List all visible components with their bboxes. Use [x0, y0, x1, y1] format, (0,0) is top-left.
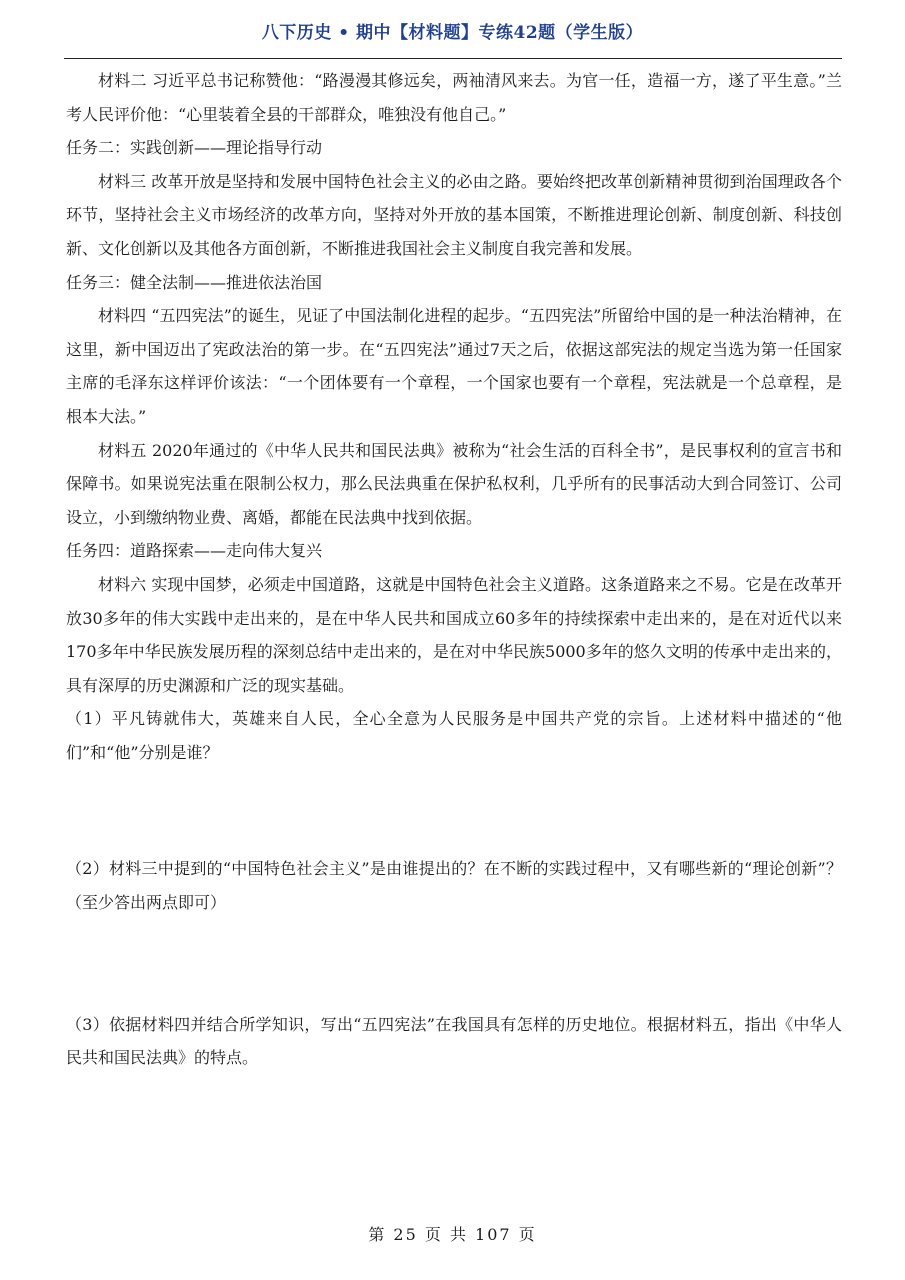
document-body	[66, 64, 842, 1075]
material-4: 材料四 “五四宪法”的诞生，见证了中国法制化进程的起步。“五四宪法”所留给中国的是一种法治精神，在这里，新中国迈出了宪政法治的第一步。在“五四宪法”通过7天之后，依据这部宪法的规定当选为第一任国家主席的毛泽东这样评价该法：“一个团体要有一个章程，一个国家也要有一个章程，宪法就是一个总章程，是根本大法。”	[66, 306, 842, 426]
page-header-title: 八下历史 • 期中【材料题】专练42题（学生版）	[261, 23, 644, 43]
page-number: 第 25 页 共 107 页	[368, 1225, 537, 1244]
task-4-heading: 任务四：道路探索——走向伟大复兴	[66, 541, 323, 561]
task-2-heading: 任务二：实践创新——理论指导行动	[66, 138, 323, 158]
answer-space-2	[66, 920, 842, 1008]
answer-space-1	[66, 769, 842, 852]
question-1: （1）平凡铸就伟大，英雄来自人民，全心全意为人民服务是中国共产党的宗旨。上述材料中描述的“他们”和“他”分别是谁？	[66, 709, 842, 762]
material-5: 材料五 2020年通过的《中华人民共和国民法典》被称为“社会生活的百科全书”，是民事权利的宣言书和保障书。如果说宪法重在限制公权力，那么民法典重在保护私权利，几乎所有的民事活动大到合同签订、公司设立，小到缴纳物业费、离婚，都能在民法典中找到依据。	[66, 440, 842, 527]
question-2: （2）材料三中提到的“中国特色社会主义”是由谁提出的？在不断的实践过程中，又有哪些新的“理论创新”？（至少答出两点即可）	[66, 859, 842, 913]
question-3: （3）依据材料四并结合所学知识，写出“五四宪法”在我国具有怎样的历史地位。根据材料五，指出《中华人民共和国民法典》的特点。	[66, 1014, 842, 1068]
material-6: 材料六 实现中国梦，必须走中国道路，这就是中国特色社会主义道路。这条道路来之不易。它是在改革开放30多年的伟大实践中走出来的，是在中华人民共和国成立60多年的持续探索中走出来的，是在对近代以来170多年中华民族发展历程的深刻总结中走出来的，是在对中华民族5000多年的悠久文明的传承中走出来的，具有深厚的历史渊源和广泛的现实基础。	[66, 574, 842, 695]
task-3-heading: 任务三：健全法制——推进依法治国	[66, 272, 323, 292]
header-divider	[64, 58, 842, 59]
material-3: 材料三 改革开放是坚持和发展中国特色社会主义的必由之路。要始终把改革创新精神贯彻到治国理政各个环节，坚持社会主义市场经济的改革方向，坚持对外开放的基本国策，不断推进理论创新、制度创新、科技创新、文化创新以及其他各方面创新，不断推进我国社会主义制度自我完善和发展。	[66, 171, 842, 258]
material-2: 材料二 习近平总书记称赞他：“路漫漫其修远矣，两袖清风来去。为官一任，造福一方，遂了平生意。”兰考人民评价他：“心里装着全县的干部群众，唯独没有他自己。”	[66, 71, 842, 124]
